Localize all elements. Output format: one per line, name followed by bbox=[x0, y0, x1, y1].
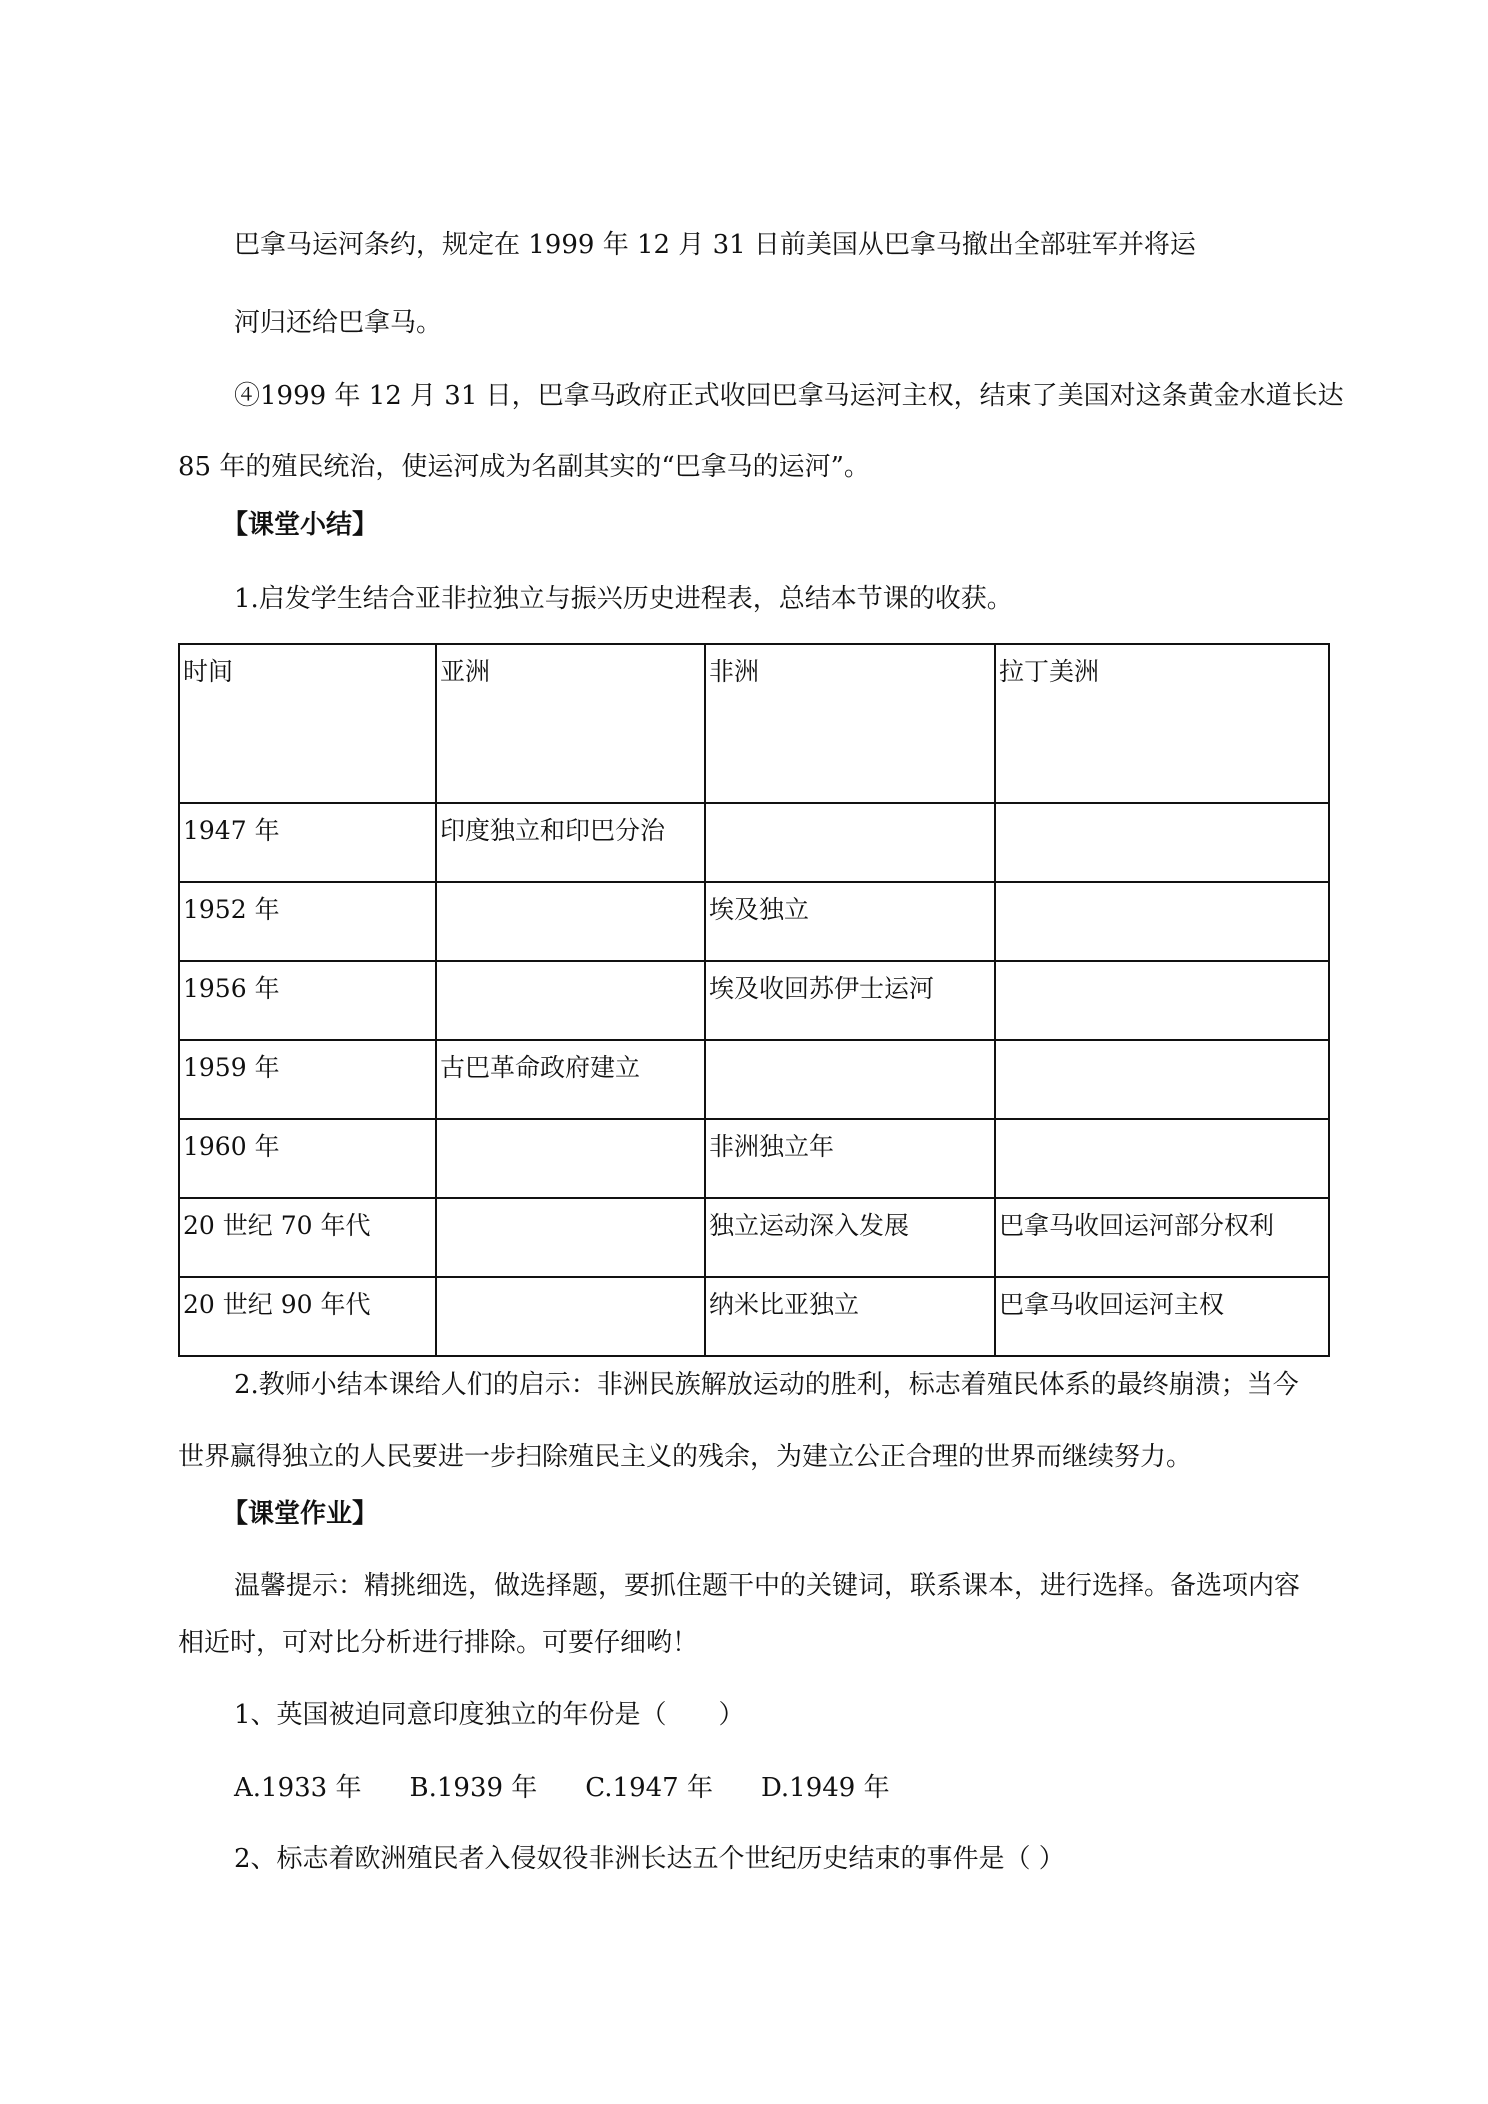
table-cell: 埃及收回苏伊士运河 bbox=[705, 961, 995, 1040]
table-row bbox=[179, 1277, 1329, 1356]
table-cell: 巴拿马收回运河主权 bbox=[995, 1277, 1329, 1356]
table-cell: 1960 年 bbox=[179, 1119, 436, 1198]
table-cell: 印度独立和印巴分治 bbox=[436, 803, 705, 882]
table-cell bbox=[705, 1040, 995, 1119]
table-cell bbox=[436, 1198, 705, 1277]
table-cell: 1959 年 bbox=[179, 1040, 436, 1119]
paragraph-line: 85 年的殖民统治，使运河成为名副其实的“巴拿马的运河”。 bbox=[178, 452, 870, 482]
table-header-cell: 拉丁美洲 bbox=[995, 644, 1329, 803]
table-row bbox=[179, 961, 1329, 1040]
table-cell bbox=[995, 882, 1329, 961]
table-header-cell: 时间 bbox=[179, 644, 436, 803]
table-header-cell: 非洲 bbox=[705, 644, 995, 803]
question-2: 2、标志着欧洲殖民者入侵奴役非洲长达五个世纪历史结束的事件是（ ） bbox=[234, 1844, 1065, 1874]
paragraph-line: 巴拿马运河条约，规定在 1999 年 12 月 31 日前美国从巴拿马撤出全部驻军并将运 bbox=[234, 230, 1196, 260]
question-1-options bbox=[234, 1771, 938, 1805]
table-cell: 1952 年 bbox=[179, 882, 436, 961]
section-heading-summary: 【课堂小结】 bbox=[222, 510, 379, 540]
option-a: A.1933 年 bbox=[234, 1773, 362, 1803]
option-b: B.1939 年 bbox=[409, 1773, 538, 1803]
homework-tip: 温馨提示：精挑细选，做选择题，要抓住题干中的关键词，联系课本，进行选择。备选项内容 bbox=[234, 1571, 1301, 1601]
table-cell: 1956 年 bbox=[179, 961, 436, 1040]
table-header-row bbox=[179, 644, 1329, 803]
paragraph-line: ④1999 年 12 月 31 日，巴拿马政府正式收回巴拿马运河主权，结束了美国对这条黄金水道长达 bbox=[234, 381, 1344, 411]
homework-tip-cont: 相近时，可对比分析进行排除。可要仔细哟！ bbox=[178, 1628, 699, 1658]
option-d: D.1949 年 bbox=[760, 1773, 890, 1803]
summary-item-2: 2.教师小结本课给人们的启示：非洲民族解放运动的胜利，标志着殖民体系的最终崩溃；当今 bbox=[234, 1370, 1299, 1400]
paragraph-line: 河归还给巴拿马。 bbox=[234, 308, 443, 338]
table-cell bbox=[436, 1119, 705, 1198]
table-row bbox=[179, 882, 1329, 961]
table-cell: 20 世纪 90 年代 bbox=[179, 1277, 436, 1356]
history-timeline-table bbox=[178, 643, 1330, 1357]
table-header-cell: 亚洲 bbox=[436, 644, 705, 803]
option-c: C.1947 年 bbox=[585, 1773, 713, 1803]
table-cell: 古巴革命政府建立 bbox=[436, 1040, 705, 1119]
section-heading-homework: 【课堂作业】 bbox=[222, 1499, 379, 1529]
question-1: 1、英国被迫同意印度独立的年份是（ ） bbox=[234, 1700, 745, 1730]
table-cell bbox=[436, 882, 705, 961]
table-cell: 纳米比亚独立 bbox=[705, 1277, 995, 1356]
table-cell bbox=[436, 961, 705, 1040]
table-row bbox=[179, 1198, 1329, 1277]
table-row bbox=[179, 803, 1329, 882]
table-cell: 独立运动深入发展 bbox=[705, 1198, 995, 1277]
table-cell bbox=[995, 1119, 1329, 1198]
table-cell: 1947 年 bbox=[179, 803, 436, 882]
summary-item-1: 1.启发学生结合亚非拉独立与振兴历史进程表，总结本节课的收获。 bbox=[234, 584, 1013, 614]
table-row bbox=[179, 1119, 1329, 1198]
table-cell bbox=[436, 1277, 705, 1356]
table-cell: 埃及独立 bbox=[705, 882, 995, 961]
table-cell: 巴拿马收回运河部分权利 bbox=[995, 1198, 1329, 1277]
table-cell: 20 世纪 70 年代 bbox=[179, 1198, 436, 1277]
table-cell: 非洲独立年 bbox=[705, 1119, 995, 1198]
summary-item-2-cont: 世界赢得独立的人民要进一步扫除殖民主义的残余，为建立公正合理的世界而继续努力。 bbox=[178, 1442, 1193, 1472]
table-cell bbox=[705, 803, 995, 882]
table-cell bbox=[995, 803, 1329, 882]
table-cell bbox=[995, 961, 1329, 1040]
table-row bbox=[179, 1040, 1329, 1119]
table-cell bbox=[995, 1040, 1329, 1119]
